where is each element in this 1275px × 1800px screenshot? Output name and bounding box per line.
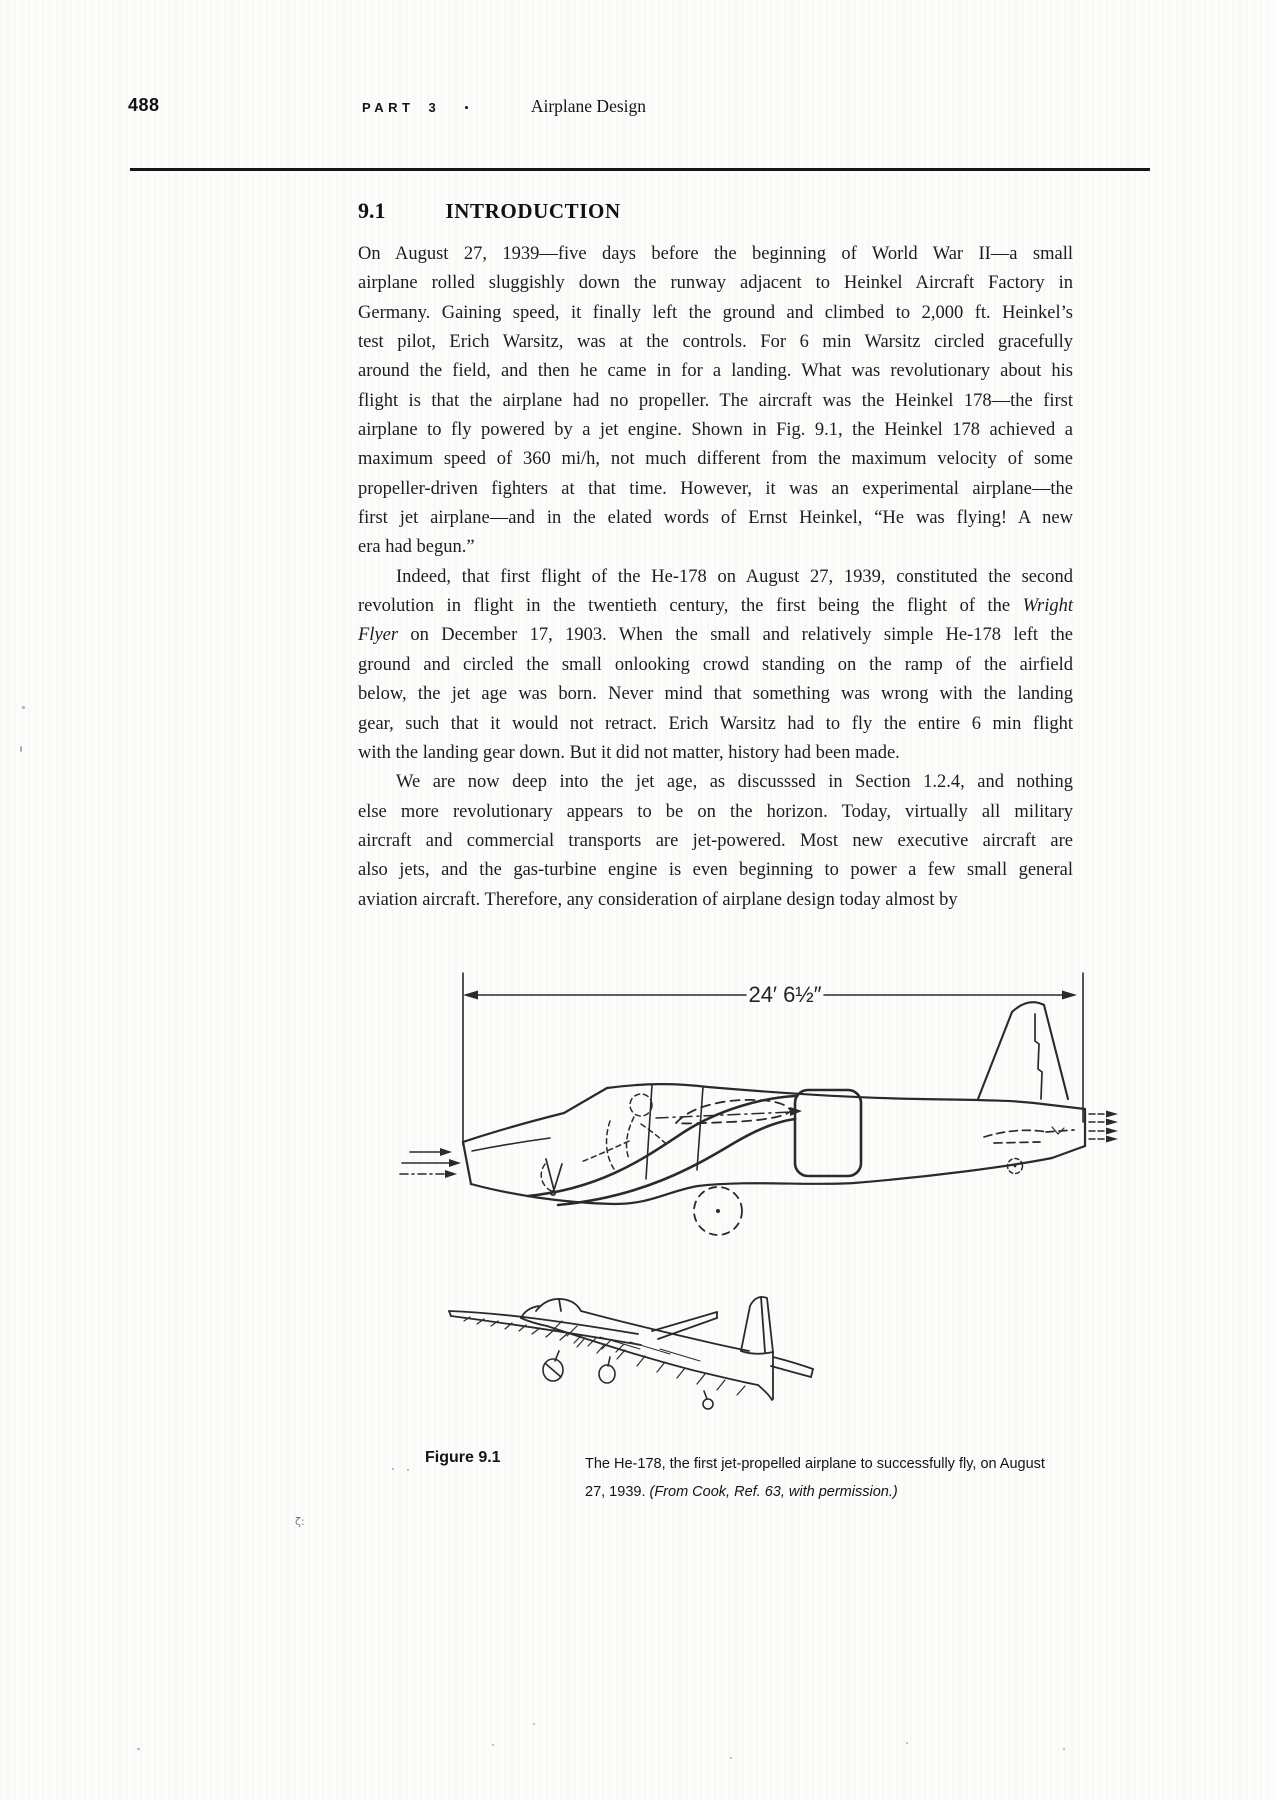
- rudder-line: [1035, 1014, 1042, 1099]
- body-text-line: else more revolutionary appears to be on the horizon. Today, virtually all military: [358, 801, 1073, 822]
- body-text-line: aircraft and commercial transports are jet-powered. Most new executive aircraft are: [358, 830, 1073, 851]
- scan-artifact: [906, 1742, 908, 1744]
- body-text-line: first jet airplane—and in the elated words of Ernst Heinkel, “He was flying! A new: [358, 508, 1073, 529]
- body-text-line: test pilot, Erich Warsitz, was at the controls. For 6 min Warsitz circled gracefully: [358, 332, 1073, 353]
- body-text-line: gear, such that it would not retract. Erich Warsitz had to fly the entire 6 min flight: [358, 713, 1073, 734]
- running-head-title: Airplane Design: [530, 96, 647, 116]
- scan-artifact-squiggle: ζ:: [295, 1515, 305, 1528]
- body-text-line: around the field, and then he came in for a landing. What was revolutionary about his: [358, 361, 1073, 382]
- body-text-line: On August 27, 1939—five days before the beginning of World War II—a small: [358, 244, 1073, 264]
- running-head-part: PART 3: [362, 100, 441, 115]
- scan-artifact: [492, 1744, 494, 1746]
- running-head: [362, 96, 646, 117]
- body-text: [358, 240, 1073, 915]
- body-text-line: also jets, and the gas-turbine engine is even beginning to power a few small general: [358, 860, 1073, 881]
- airflow-arrows: [400, 1148, 461, 1178]
- scan-artifact: [1063, 1748, 1065, 1750]
- body-text-line: Germany. Gaining speed, it finally left the ground and climbed to 2,000 ft. Heinkel’s: [358, 302, 1073, 323]
- main-wheel: [694, 1187, 742, 1235]
- scan-artifact: [392, 1468, 394, 1470]
- wing-airfoil-dashed: [676, 1100, 791, 1124]
- landing-gear: [543, 1351, 713, 1409]
- body-text-line: Flyer on December 17, 1903. When the small and relatively simple He-178 left the: [358, 625, 1073, 646]
- body-text-line: airplane rolled sluggishly down the runway adjacent to Heinkel Aircraft Factory in: [358, 273, 1073, 294]
- body-text-line: We are now deep into the jet age, as discusssed in Section 1.2.4, and nothing: [396, 772, 1073, 793]
- scan-artifact: [407, 1469, 409, 1471]
- header-rule: [130, 168, 1150, 171]
- running-head-bullet-icon: •: [464, 100, 469, 115]
- section-number: 9.1: [358, 198, 386, 223]
- body-text-line: maximum speed of 360 mi/h, not much different from the maximum velocity of some: [358, 449, 1073, 470]
- body-text-line: airplane to fly powered by a jet engine. Shown in Fig. 9.1, the Heinkel 178 achieved a: [358, 420, 1073, 441]
- figure-9-1-drawing: [390, 960, 1135, 1430]
- figure-caption-text: [585, 1450, 1105, 1506]
- body-text-line: Indeed, that first flight of the He-178 on August 27, 1939, constituted the second: [396, 566, 1073, 587]
- section-heading: [358, 198, 621, 224]
- body-text-line: propeller-driven fighters at that time. However, it was an experimental airplane—the: [358, 478, 1073, 499]
- side-view: [463, 1002, 1118, 1235]
- scan-artifact: [730, 1757, 732, 1759]
- figure-caption-label: Figure 9.1: [425, 1449, 501, 1466]
- page-number: 488: [128, 95, 160, 115]
- scan-artifact: [20, 746, 22, 752]
- wing-root-fairing: [528, 1096, 795, 1205]
- tail-fin: [978, 1002, 1068, 1099]
- body-text-line: with the landing gear down. But it did not matter, history had been made.: [358, 742, 900, 763]
- body-text-line: below, the jet age was born. Never mind that something was wrong with the landing: [358, 684, 1073, 705]
- figure-dimension-label: 24′ 6½″: [748, 982, 822, 1007]
- section-title: INTRODUCTION: [445, 199, 621, 223]
- body-text-line: ground and circled the small onlooking crowd standing on the ramp of the airfield: [358, 654, 1073, 675]
- body-text-line: flight is that the airplane had no propeller. The aircraft was the Heinkel 178—the first: [358, 390, 1073, 411]
- body-text-line: revolution in flight in the twentieth century, the first being the flight of the Wright: [358, 596, 1073, 617]
- engine-bay: [795, 1090, 861, 1176]
- exhaust-arrows: [1089, 1111, 1118, 1143]
- body-text-line: aviation aircraft. Therefore, any consideration of airplane design today almost by: [358, 889, 958, 910]
- scan-artifact: [22, 706, 25, 709]
- figure-caption-line: 27, 1939. (From Cook, Ref. 63, with permission.): [585, 1484, 898, 1500]
- scan-artifact: [137, 1748, 140, 1750]
- perspective-view: [449, 1297, 813, 1409]
- body-text-line: era had begun.”: [358, 537, 475, 558]
- scan-artifact: [533, 1723, 535, 1725]
- figure-caption-line: The He-178, the first jet-propelled airplane to successfully fly, on August: [585, 1456, 1045, 1472]
